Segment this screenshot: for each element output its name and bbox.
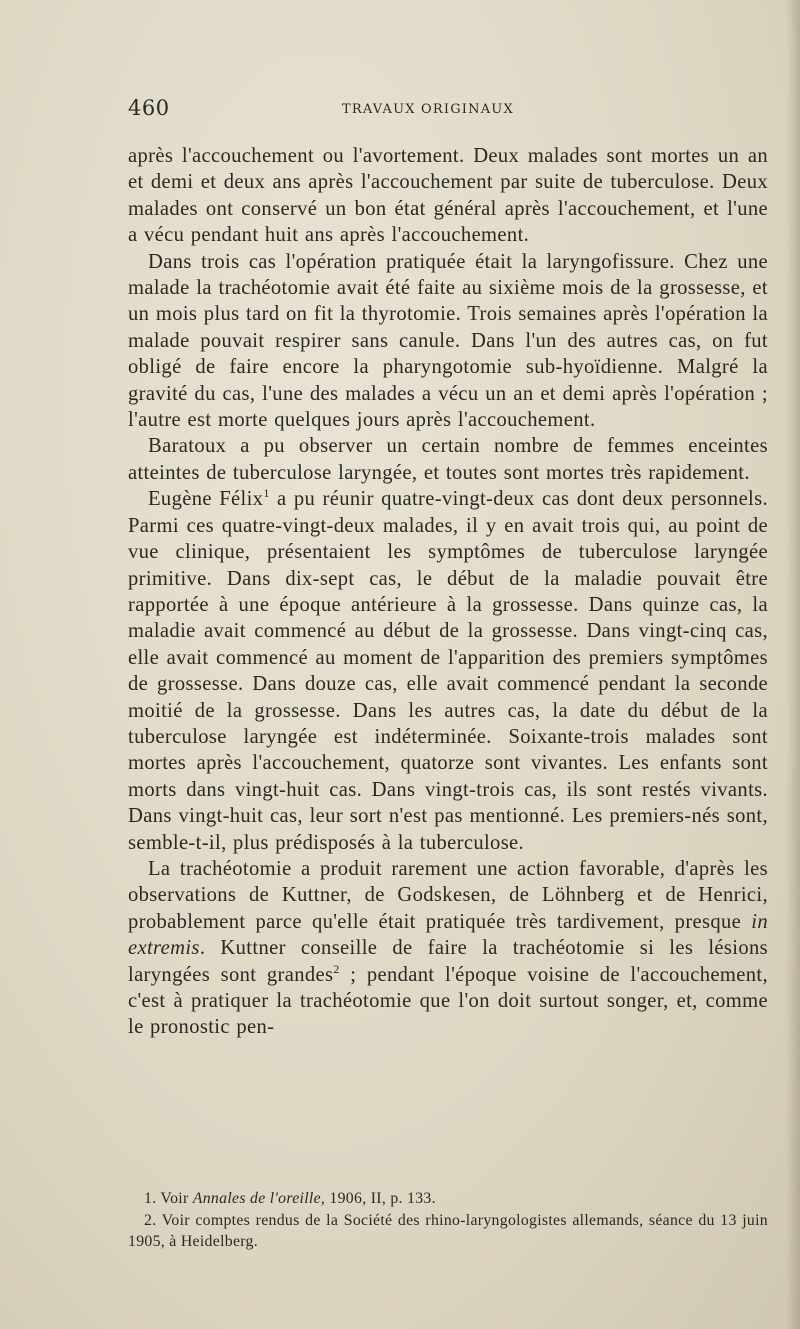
page-edge-shadow — [786, 0, 800, 1329]
main-text — [128, 143, 768, 1041]
paragraph-4 — [128, 486, 768, 856]
footnote-ref-2[interactable]: 2 — [333, 961, 340, 976]
paragraph-5-text-a: La trachéotomie a produit rarement une action favorable, d'après les observations de Kuttner, de Godskesen, de Löhnberg et de Henrici, probablement parce qu'elle était pratiquée très tardivement, presque — [128, 857, 768, 933]
paragraph-1: après l'accouchement ou l'avortement. Deux malades sont mortes un an et demi et deux ans après l'accouchement par suite de tuberculose. Deux malades ont conservé un bon état général après l'accouchement, et l'une a vécu pendant huit ans après l'accouchement. — [128, 145, 768, 247]
footnote-1-suffix: , 1906, II, p. 133. — [320, 1190, 436, 1207]
latin-phrase: in extremis — [128, 910, 768, 960]
page-header — [128, 96, 768, 124]
running-title: TRAVAUX ORIGINAUX — [342, 102, 514, 117]
page-number: 460 — [128, 96, 170, 120]
paragraph-5-text-b: . Kuttner conseille de faire la trachéotomie si les lésions laryngées sont grandes — [128, 937, 768, 986]
paragraph-5-text-c: ; pendant l'époque voisine de l'accouchement, c'est à pratiquer la trachéotomie que l'on doit surtout songer, et, comme le pronostic pen- — [128, 963, 768, 1039]
paragraph-2: Dans trois cas l'opération pratiquée était la laryngofissure. Chez une malade la trachéotomie avait été faite au sixième mois de la grossesse, et un mois plus tard on fit la thyrotomie. Trois semaines après l'opération la malade pouvait respirer sans canule. Dans l'un des autres cas, on fut obligé de faire encore la pharyngotomie sub-hyoïdienne. Malgré la gravité du cas, l'une des malades a vécu un an et demi après l'opération ; l'autre est morte quelques jours après l'accouchement. — [128, 250, 768, 432]
journal-title: Annales de l'oreille — [192, 1190, 321, 1207]
footnote-1-prefix: 1. Voir — [144, 1190, 193, 1207]
footnote-ref-1[interactable]: 1 — [263, 486, 270, 501]
footnote-2: 2. Voir comptes rendus de la Société des rhino-laryngologistes allemands, séance du 13 juin 1905, à Heidelberg. — [128, 1211, 768, 1250]
footnotes — [128, 1188, 768, 1253]
paragraph-4-text: a pu réunir quatre-vingt-deux cas dont deux personnels. Parmi ces quatre-vingt-deux malades, il y en avait trois qui, au point de vue clinique, présentaient les symptômes de tuberculose laryngée primitive. Dans dix-sept cas, le début de la maladie pouvait être rapportée à une époque antérieure à la grossesse. Dans quinze cas, la maladie avait commencé au début de la grossesse. Dans vingt-cinq cas, elle avait commencé au moment de l'apparition des premiers symptômes de grossesse. Dans douze cas, elle avait commencé pendant la seconde moitié de la grossesse. Dans les autres cas, la date du début de la tuberculose laryngée est indéterminée. Soixante-trois malades sont mortes après l'accouchement, quatorze sont vivantes. Les enfants sont morts dans vingt-huit cas. Dans vingt-trois cas, ils sont restés vivants. Dans vingt-huit cas, leur sort n'est pas mentionné. Les premiers-nés sont, semble-t-il, plus prédisposés à la tuberculose. — [128, 488, 768, 854]
paragraph-5 — [128, 856, 768, 1041]
footnote-1 — [128, 1188, 768, 1210]
paragraph-3: Baratoux a pu observer un certain nombre de femmes enceintes atteintes de tuberculose laryngée, et toutes sont mortes très rapidement. — [128, 435, 768, 484]
author-name: Eugène Félix — [148, 488, 264, 511]
